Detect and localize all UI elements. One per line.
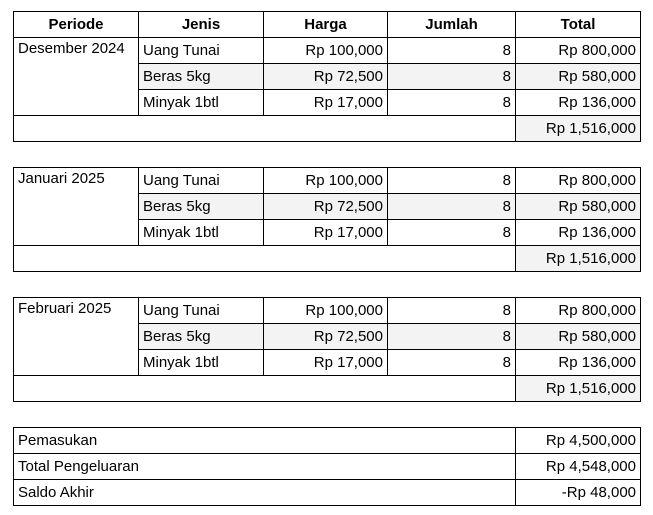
jenis-cell[interactable]: Uang Tunai: [139, 298, 264, 324]
jumlah-cell[interactable]: 8: [388, 324, 516, 350]
total-cell[interactable]: Rp 800,000: [516, 168, 641, 194]
header-harga[interactable]: Harga: [264, 12, 388, 38]
total-cell[interactable]: Rp 580,000: [516, 324, 641, 350]
total-cell[interactable]: Rp 800,000: [516, 298, 641, 324]
jumlah-cell[interactable]: 8: [388, 38, 516, 64]
period-cell[interactable]: Desember 2024: [14, 38, 139, 116]
harga-cell[interactable]: Rp 17,000: [264, 350, 388, 376]
summary-row-saldo-akhir: [14, 480, 641, 506]
jumlah-cell[interactable]: 8: [388, 64, 516, 90]
jenis-cell[interactable]: Uang Tunai: [139, 168, 264, 194]
total-cell[interactable]: Rp 580,000: [516, 194, 641, 220]
jenis-cell[interactable]: Beras 5kg: [139, 324, 264, 350]
period-cell[interactable]: Januari 2025: [14, 168, 139, 246]
subtotal-row: [14, 376, 641, 402]
subtotal-spacer[interactable]: [14, 246, 516, 272]
jenis-cell[interactable]: Beras 5kg: [139, 64, 264, 90]
subtotal-cell[interactable]: Rp 1,516,000: [516, 376, 641, 402]
summary-value[interactable]: -Rp 48,000: [516, 480, 641, 506]
table-row: [14, 168, 641, 194]
header-total[interactable]: Total: [516, 12, 641, 38]
subtotal-row: [14, 116, 641, 142]
jumlah-cell[interactable]: 8: [388, 194, 516, 220]
subtotal-spacer[interactable]: [14, 116, 516, 142]
total-cell[interactable]: Rp 136,000: [516, 350, 641, 376]
total-cell[interactable]: Rp 580,000: [516, 64, 641, 90]
header-jumlah[interactable]: Jumlah: [388, 12, 516, 38]
jumlah-cell[interactable]: 8: [388, 220, 516, 246]
table-row: [14, 298, 641, 324]
jenis-cell[interactable]: Minyak 1btl: [139, 350, 264, 376]
harga-cell[interactable]: Rp 17,000: [264, 220, 388, 246]
subtotal-spacer[interactable]: [14, 376, 516, 402]
harga-cell[interactable]: Rp 72,500: [264, 324, 388, 350]
harga-cell[interactable]: Rp 100,000: [264, 38, 388, 64]
jenis-cell[interactable]: Minyak 1btl: [139, 220, 264, 246]
jenis-cell[interactable]: Beras 5kg: [139, 194, 264, 220]
summary-value[interactable]: Rp 4,500,000: [516, 428, 641, 454]
summary-label[interactable]: Pemasukan: [14, 428, 516, 454]
jumlah-cell[interactable]: 8: [388, 168, 516, 194]
period-table-desember-2024: [13, 11, 641, 142]
total-cell[interactable]: Rp 136,000: [516, 90, 641, 116]
subtotal-row: [14, 246, 641, 272]
header-periode[interactable]: Periode: [14, 12, 139, 38]
harga-cell[interactable]: Rp 72,500: [264, 64, 388, 90]
harga-cell[interactable]: Rp 17,000: [264, 90, 388, 116]
summary-row-total-pengeluaran: [14, 454, 641, 480]
jumlah-cell[interactable]: 8: [388, 90, 516, 116]
summary-label[interactable]: Total Pengeluaran: [14, 454, 516, 480]
total-cell[interactable]: Rp 800,000: [516, 38, 641, 64]
subtotal-cell[interactable]: Rp 1,516,000: [516, 246, 641, 272]
header-row: [14, 12, 641, 38]
header-jenis[interactable]: Jenis: [139, 12, 264, 38]
summary-table: [13, 427, 641, 506]
period-cell[interactable]: Februari 2025: [14, 298, 139, 376]
period-table-januari-2025: [13, 167, 641, 272]
summary-value[interactable]: Rp 4,548,000: [516, 454, 641, 480]
harga-cell[interactable]: Rp 100,000: [264, 168, 388, 194]
summary-row-pemasukan: [14, 428, 641, 454]
period-table-februari-2025: [13, 297, 641, 402]
table-row: [14, 38, 641, 64]
harga-cell[interactable]: Rp 72,500: [264, 194, 388, 220]
jenis-cell[interactable]: Uang Tunai: [139, 38, 264, 64]
jenis-cell[interactable]: Minyak 1btl: [139, 90, 264, 116]
summary-label[interactable]: Saldo Akhir: [14, 480, 516, 506]
jumlah-cell[interactable]: 8: [388, 298, 516, 324]
total-cell[interactable]: Rp 136,000: [516, 220, 641, 246]
harga-cell[interactable]: Rp 100,000: [264, 298, 388, 324]
subtotal-cell[interactable]: Rp 1,516,000: [516, 116, 641, 142]
jumlah-cell[interactable]: 8: [388, 350, 516, 376]
